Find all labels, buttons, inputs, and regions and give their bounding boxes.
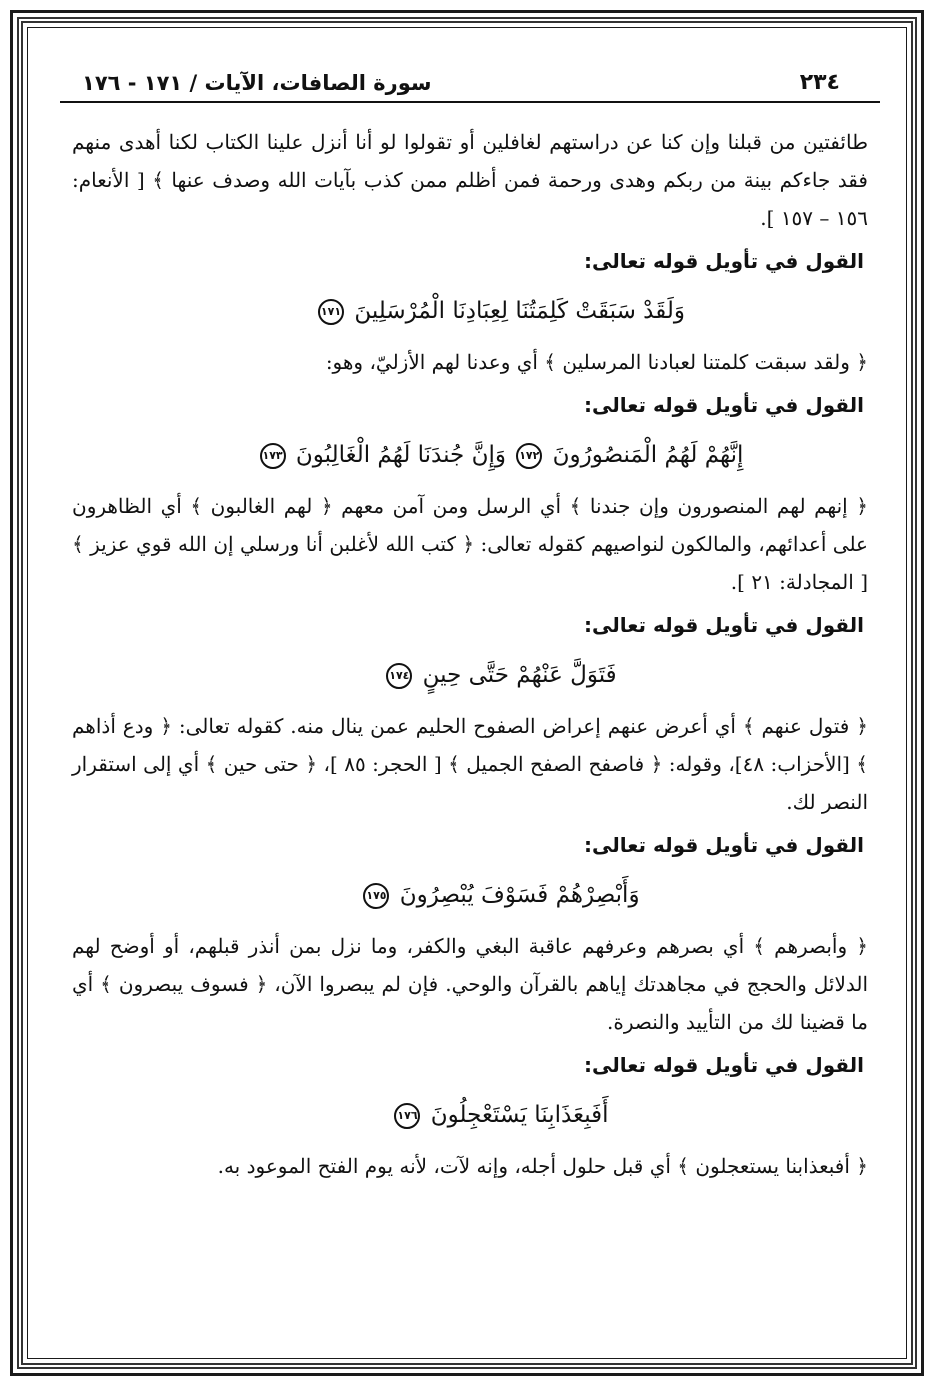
ayah-number-mark: ١٧٣	[260, 443, 286, 469]
ayah-number-mark: ١٧٤	[386, 663, 412, 689]
verse-text: أَفَبِعَذَابِنَا يَسْتَعْجِلُونَ	[430, 1102, 609, 1128]
ayah-number-mark: ١٧٢	[516, 443, 542, 469]
ayah-number-mark: ١٧١	[318, 299, 344, 325]
verse-text: وَلَقَدْ سَبَقَتْ كَلِمَتُنَا لِعِبَادِنَا الْمُرْسَلِينَ	[354, 298, 685, 324]
quran-verse	[72, 289, 868, 333]
ayah-number-mark: ١٧٦	[394, 1103, 420, 1129]
page-content	[60, 103, 880, 1185]
commentary-paragraph: ﴿ وأبصرهم ﴾ أي بصرهم وعرفهم عاقبة البغي والكفر، وما نزل بمن أنذر قبلهم، أو أوضح لهم الدلائل والحجج في مجاهدتك إياهم بالقرآن والوحي. فإن لم يبصروا الآن، ﴿ فسوف يبصرون ﴾ أي ما قضينا لك من التأييد والنصرة.	[72, 934, 868, 1034]
section-heading: القول في تأويل قوله تعالى:	[584, 613, 864, 637]
running-title: سورة الصافات، الآيات / ١٧١ - ١٧٦	[82, 71, 432, 95]
section-heading: القول في تأويل قوله تعالى:	[584, 1053, 864, 1077]
commentary-paragraph: ﴿ ولقد سبقت كلمتنا لعبادنا المرسلين ﴾ أي وعدنا لهم الأزليّ، وهو:	[325, 350, 868, 374]
verse-text: وَأَبْصِرْهُمْ فَسَوْفَ يُبْصِرُونَ	[399, 882, 640, 908]
quran-verse	[72, 653, 868, 697]
quran-verse	[72, 873, 868, 917]
verse-text: إِنَّهُمْ لَهُمُ الْمَنصُورُونَ	[552, 442, 744, 468]
section-heading: القول في تأويل قوله تعالى:	[584, 833, 864, 857]
quran-verse	[72, 433, 868, 477]
book-page	[60, 55, 880, 1355]
ayah-number-mark: ١٧٥	[363, 883, 389, 909]
section-heading: القول في تأويل قوله تعالى:	[584, 393, 864, 417]
page-number: ٢٣٤	[799, 70, 840, 95]
quran-verse	[72, 1093, 868, 1137]
commentary-paragraph: ﴿ فتول عنهم ﴾ أي أعرض عنهم إعراض الصفوح الحليم عمن ينال منه. كقوله تعالى: ﴿ ودع أذاهم ﴾ [الأحزاب: ٤٨]، وقوله: ﴿ فاصفح الصفح الجميل ﴾ [ الحجر: ٨٥ ]، ﴿ حتى حين ﴾ أي إلى استقرار النصر لك.	[72, 714, 868, 814]
section-heading: القول في تأويل قوله تعالى:	[584, 249, 864, 273]
verse-text: وَإِنَّ جُندَنَا لَهُمُ الْغَالِبُونَ	[295, 442, 506, 468]
verse-text: فَتَوَلَّ عَنْهُمْ حَتَّى حِينٍ	[422, 662, 617, 688]
commentary-paragraph: ﴿ إنهم لهم المنصورون وإن جندنا ﴾ أي الرسل ومن آمن معهم ﴿ لهم الغالبون ﴾ أي الظاهرون على أعدائهم، والمالكون لنواصيهم كقوله تعالى: ﴿ كتب الله لأغلبن أنا ورسلي إن الله قوي عزيز ﴾ [ المجادلة: ٢١ ].	[72, 494, 868, 594]
page-header	[60, 55, 880, 103]
intro-paragraph: طائفتين من قبلنا وإن كنا عن دراستهم لغافلين أو تقولوا لو أنا أنزل علينا الكتاب لكنا أهدى منهم فقد جاءكم بينة من ربكم وهدى ورحمة فمن أظلم ممن كذب بآيات الله وصدف عنها ﴾ [ الأنعام: ١٥٦ – ١٥٧ ].	[72, 130, 868, 230]
commentary-paragraph: ﴿ أفبعذابنا يستعجلون ﴾ أي قبل حلول أجله، وإنه لآت، لأنه يوم الفتح الموعود به.	[217, 1154, 868, 1178]
